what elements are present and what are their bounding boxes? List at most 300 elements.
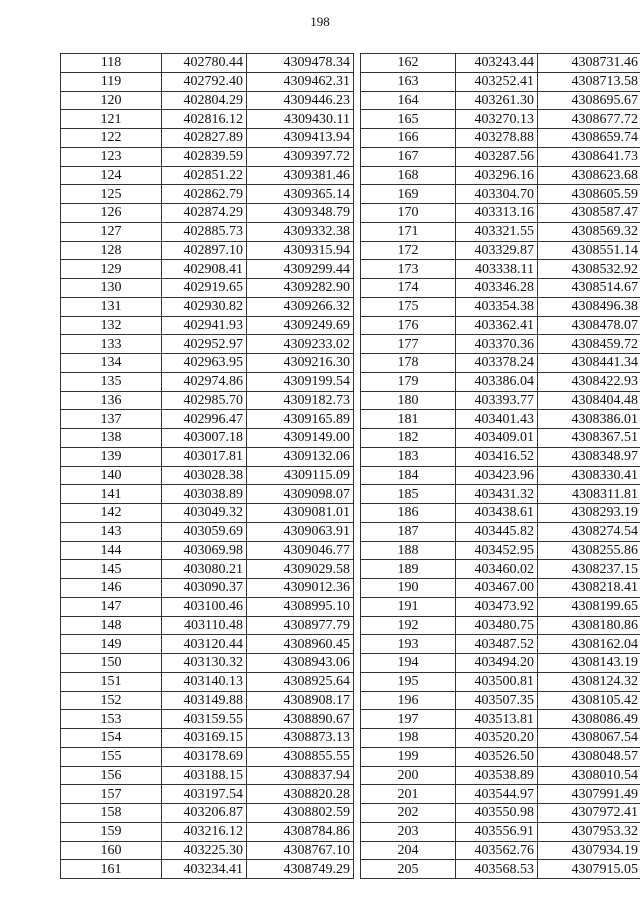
table-row xyxy=(361,335,640,354)
x-coordinate-cell: 402952.97 xyxy=(162,335,247,354)
y-coordinate-cell: 4307953.32 xyxy=(538,822,640,841)
x-coordinate-cell: 403370.36 xyxy=(456,335,538,354)
x-coordinate-cell: 402974.86 xyxy=(162,372,247,391)
y-coordinate-cell: 4309199.54 xyxy=(247,372,354,391)
point-number-cell: 169 xyxy=(361,185,456,204)
x-coordinate-cell: 403287.56 xyxy=(456,147,538,166)
y-coordinate-cell: 4308496.38 xyxy=(538,297,640,316)
point-number-cell: 205 xyxy=(361,860,456,879)
table-row xyxy=(361,860,640,879)
table-row xyxy=(61,485,354,504)
y-coordinate-cell: 4309446.23 xyxy=(247,91,354,110)
x-coordinate-cell: 403500.81 xyxy=(456,672,538,691)
y-coordinate-cell: 4308767.10 xyxy=(247,841,354,860)
table-row xyxy=(61,654,354,673)
table-row xyxy=(61,504,354,523)
page-number: 198 xyxy=(310,14,330,29)
point-number-cell: 149 xyxy=(61,635,162,654)
x-coordinate-cell: 403270.13 xyxy=(456,110,538,129)
table-row xyxy=(61,579,354,598)
x-coordinate-cell: 403520.20 xyxy=(456,729,538,748)
table-row xyxy=(61,354,354,373)
x-coordinate-cell: 403017.81 xyxy=(162,447,247,466)
point-number-cell: 175 xyxy=(361,297,456,316)
y-coordinate-cell: 4308010.54 xyxy=(538,766,640,785)
x-coordinate-cell: 402930.82 xyxy=(162,297,247,316)
point-number-cell: 173 xyxy=(361,260,456,279)
table-row xyxy=(361,672,640,691)
y-coordinate-cell: 4308977.79 xyxy=(247,616,354,635)
x-coordinate-cell: 403550.98 xyxy=(456,804,538,823)
point-number-cell: 192 xyxy=(361,616,456,635)
y-coordinate-cell: 4308943.06 xyxy=(247,654,354,673)
point-number-cell: 172 xyxy=(361,241,456,260)
x-coordinate-cell: 403467.00 xyxy=(456,579,538,598)
point-number-cell: 185 xyxy=(361,485,456,504)
y-coordinate-cell: 4309115.09 xyxy=(247,466,354,485)
x-coordinate-cell: 403100.46 xyxy=(162,597,247,616)
point-number-cell: 124 xyxy=(61,166,162,185)
point-number-cell: 128 xyxy=(61,241,162,260)
y-coordinate-cell: 4308274.54 xyxy=(538,522,640,541)
y-coordinate-cell: 4308404.48 xyxy=(538,391,640,410)
point-number-cell: 133 xyxy=(61,335,162,354)
point-number-cell: 123 xyxy=(61,147,162,166)
table-row xyxy=(361,391,640,410)
table-row xyxy=(61,129,354,148)
x-coordinate-cell: 403090.37 xyxy=(162,579,247,598)
table-row xyxy=(61,691,354,710)
point-number-cell: 196 xyxy=(361,691,456,710)
x-coordinate-cell: 403038.89 xyxy=(162,485,247,504)
point-number-cell: 151 xyxy=(61,672,162,691)
table-row xyxy=(61,279,354,298)
y-coordinate-cell: 4309216.30 xyxy=(247,354,354,373)
point-number-cell: 168 xyxy=(361,166,456,185)
table-row xyxy=(61,785,354,804)
point-number-cell: 127 xyxy=(61,222,162,241)
point-number-cell: 136 xyxy=(61,391,162,410)
y-coordinate-cell: 4308143.19 xyxy=(538,654,640,673)
y-coordinate-cell: 4308532.92 xyxy=(538,260,640,279)
point-number-cell: 197 xyxy=(361,710,456,729)
x-coordinate-cell: 402885.73 xyxy=(162,222,247,241)
table-row xyxy=(361,616,640,635)
y-coordinate-cell: 4309381.46 xyxy=(247,166,354,185)
point-number-cell: 154 xyxy=(61,729,162,748)
point-number-cell: 144 xyxy=(61,541,162,560)
point-number-cell: 202 xyxy=(361,804,456,823)
y-coordinate-cell: 4308587.47 xyxy=(538,204,640,223)
y-coordinate-cell: 4308255.86 xyxy=(538,541,640,560)
point-number-cell: 167 xyxy=(361,147,456,166)
point-number-cell: 119 xyxy=(61,72,162,91)
table-row xyxy=(61,110,354,129)
x-coordinate-cell: 403140.13 xyxy=(162,672,247,691)
x-coordinate-cell: 402963.95 xyxy=(162,354,247,373)
point-number-cell: 125 xyxy=(61,185,162,204)
point-number-cell: 165 xyxy=(361,110,456,129)
x-coordinate-cell: 402996.47 xyxy=(162,410,247,429)
point-number-cell: 140 xyxy=(61,466,162,485)
y-coordinate-cell: 4308086.49 xyxy=(538,710,640,729)
x-coordinate-cell: 402839.59 xyxy=(162,147,247,166)
x-coordinate-cell: 403304.70 xyxy=(456,185,538,204)
x-coordinate-cell: 403130.32 xyxy=(162,654,247,673)
y-coordinate-cell: 4308569.32 xyxy=(538,222,640,241)
point-number-cell: 131 xyxy=(61,297,162,316)
point-number-cell: 174 xyxy=(361,279,456,298)
point-number-cell: 132 xyxy=(61,316,162,335)
y-coordinate-cell: 4308731.46 xyxy=(538,54,640,73)
y-coordinate-cell: 4309282.90 xyxy=(247,279,354,298)
x-coordinate-cell: 403329.87 xyxy=(456,241,538,260)
table-row xyxy=(61,804,354,823)
point-number-cell: 130 xyxy=(61,279,162,298)
x-coordinate-cell: 403110.48 xyxy=(162,616,247,635)
table-row xyxy=(61,372,354,391)
x-coordinate-cell: 403393.77 xyxy=(456,391,538,410)
table-row xyxy=(61,260,354,279)
point-number-cell: 184 xyxy=(361,466,456,485)
y-coordinate-cell: 4308293.19 xyxy=(538,504,640,523)
y-coordinate-cell: 4308551.14 xyxy=(538,241,640,260)
y-coordinate-cell: 4308873.13 xyxy=(247,729,354,748)
x-coordinate-cell: 403243.44 xyxy=(456,54,538,73)
x-coordinate-cell: 403480.75 xyxy=(456,616,538,635)
y-coordinate-cell: 4309332.38 xyxy=(247,222,354,241)
y-coordinate-cell: 4309046.77 xyxy=(247,541,354,560)
x-coordinate-cell: 403562.76 xyxy=(456,841,538,860)
point-number-cell: 182 xyxy=(361,429,456,448)
table-row xyxy=(361,579,640,598)
table-row xyxy=(61,222,354,241)
x-coordinate-cell: 403507.35 xyxy=(456,691,538,710)
table-row xyxy=(61,560,354,579)
table-row xyxy=(61,147,354,166)
x-coordinate-cell: 403120.44 xyxy=(162,635,247,654)
table-row xyxy=(361,522,640,541)
table-row xyxy=(361,110,640,129)
table-row xyxy=(361,766,640,785)
x-coordinate-cell: 402827.89 xyxy=(162,129,247,148)
point-number-cell: 153 xyxy=(61,710,162,729)
y-coordinate-cell: 4308784.86 xyxy=(247,822,354,841)
table-row xyxy=(361,466,640,485)
table-row xyxy=(361,54,640,73)
x-coordinate-cell: 403296.16 xyxy=(456,166,538,185)
point-number-cell: 170 xyxy=(361,204,456,223)
table-row xyxy=(361,279,640,298)
y-coordinate-cell: 4309249.69 xyxy=(247,316,354,335)
point-number-cell: 176 xyxy=(361,316,456,335)
y-coordinate-cell: 4308890.67 xyxy=(247,710,354,729)
point-number-cell: 146 xyxy=(61,579,162,598)
table-row xyxy=(361,354,640,373)
table-row xyxy=(361,654,640,673)
y-coordinate-cell: 4308659.74 xyxy=(538,129,640,148)
x-coordinate-cell: 403556.91 xyxy=(456,822,538,841)
point-number-cell: 171 xyxy=(361,222,456,241)
x-coordinate-cell: 403526.50 xyxy=(456,747,538,766)
point-number-cell: 178 xyxy=(361,354,456,373)
table-row xyxy=(361,241,640,260)
x-coordinate-cell: 402941.93 xyxy=(162,316,247,335)
point-number-cell: 143 xyxy=(61,522,162,541)
y-coordinate-cell: 4309430.11 xyxy=(247,110,354,129)
point-number-cell: 180 xyxy=(361,391,456,410)
table-row xyxy=(361,560,640,579)
table-row xyxy=(361,485,640,504)
y-coordinate-cell: 4308459.72 xyxy=(538,335,640,354)
x-coordinate-cell: 403401.43 xyxy=(456,410,538,429)
point-number-cell: 164 xyxy=(361,91,456,110)
y-coordinate-cell: 4308162.04 xyxy=(538,635,640,654)
point-number-cell: 204 xyxy=(361,841,456,860)
x-coordinate-cell: 402985.70 xyxy=(162,391,247,410)
y-coordinate-cell: 4308180.86 xyxy=(538,616,640,635)
x-coordinate-cell: 403080.21 xyxy=(162,560,247,579)
table-row xyxy=(361,222,640,241)
x-coordinate-cell: 402862.79 xyxy=(162,185,247,204)
table-row xyxy=(61,466,354,485)
y-coordinate-cell: 4308199.65 xyxy=(538,597,640,616)
point-number-cell: 152 xyxy=(61,691,162,710)
y-coordinate-cell: 4308925.64 xyxy=(247,672,354,691)
point-number-cell: 134 xyxy=(61,354,162,373)
y-coordinate-cell: 4308386.01 xyxy=(538,410,640,429)
table-row xyxy=(61,447,354,466)
y-coordinate-cell: 4308623.68 xyxy=(538,166,640,185)
table-row xyxy=(361,785,640,804)
table-row xyxy=(61,597,354,616)
y-coordinate-cell: 4309098.07 xyxy=(247,485,354,504)
point-number-cell: 138 xyxy=(61,429,162,448)
y-coordinate-cell: 4309165.89 xyxy=(247,410,354,429)
y-coordinate-cell: 4309348.79 xyxy=(247,204,354,223)
table-row xyxy=(61,429,354,448)
table-row xyxy=(61,316,354,335)
point-number-cell: 198 xyxy=(361,729,456,748)
y-coordinate-cell: 4309029.58 xyxy=(247,560,354,579)
point-number-cell: 160 xyxy=(61,841,162,860)
table-row xyxy=(361,541,640,560)
point-number-cell: 120 xyxy=(61,91,162,110)
y-coordinate-cell: 4309299.44 xyxy=(247,260,354,279)
y-coordinate-cell: 4308441.34 xyxy=(538,354,640,373)
x-coordinate-cell: 402804.29 xyxy=(162,91,247,110)
y-coordinate-cell: 4308641.73 xyxy=(538,147,640,166)
x-coordinate-cell: 403409.01 xyxy=(456,429,538,448)
y-coordinate-cell: 4307972.41 xyxy=(538,804,640,823)
table-row xyxy=(361,72,640,91)
x-coordinate-cell: 402816.12 xyxy=(162,110,247,129)
x-coordinate-cell: 403338.11 xyxy=(456,260,538,279)
table-row xyxy=(361,691,640,710)
table-row xyxy=(361,804,640,823)
x-coordinate-cell: 403487.52 xyxy=(456,635,538,654)
point-number-cell: 166 xyxy=(361,129,456,148)
point-number-cell: 200 xyxy=(361,766,456,785)
point-number-cell: 122 xyxy=(61,129,162,148)
y-coordinate-cell: 4309315.94 xyxy=(247,241,354,260)
table-row xyxy=(361,429,640,448)
table-row xyxy=(61,241,354,260)
table-row xyxy=(61,635,354,654)
point-number-cell: 126 xyxy=(61,204,162,223)
table-row xyxy=(361,597,640,616)
x-coordinate-cell: 402919.65 xyxy=(162,279,247,298)
table-row xyxy=(361,316,640,335)
table-row xyxy=(361,129,640,148)
x-coordinate-cell: 403169.15 xyxy=(162,729,247,748)
y-coordinate-cell: 4308802.59 xyxy=(247,804,354,823)
table-row xyxy=(61,297,354,316)
table-row xyxy=(361,91,640,110)
point-number-cell: 157 xyxy=(61,785,162,804)
point-number-cell: 203 xyxy=(361,822,456,841)
point-number-cell: 193 xyxy=(361,635,456,654)
point-number-cell: 142 xyxy=(61,504,162,523)
y-coordinate-cell: 4309132.06 xyxy=(247,447,354,466)
x-coordinate-cell: 403494.20 xyxy=(456,654,538,673)
point-number-cell: 158 xyxy=(61,804,162,823)
table-row xyxy=(361,185,640,204)
x-coordinate-cell: 403225.30 xyxy=(162,841,247,860)
table-row xyxy=(61,747,354,766)
point-number-cell: 161 xyxy=(61,860,162,879)
x-coordinate-cell: 403059.69 xyxy=(162,522,247,541)
y-coordinate-cell: 4308820.28 xyxy=(247,785,354,804)
coordinates-table-right xyxy=(360,53,640,879)
x-coordinate-cell: 403321.55 xyxy=(456,222,538,241)
y-coordinate-cell: 4309081.01 xyxy=(247,504,354,523)
point-number-cell: 199 xyxy=(361,747,456,766)
x-coordinate-cell: 402851.22 xyxy=(162,166,247,185)
x-coordinate-cell: 403007.18 xyxy=(162,429,247,448)
y-coordinate-cell: 4308855.55 xyxy=(247,747,354,766)
x-coordinate-cell: 403438.61 xyxy=(456,504,538,523)
table-row xyxy=(361,747,640,766)
y-coordinate-cell: 4309063.91 xyxy=(247,522,354,541)
point-number-cell: 201 xyxy=(361,785,456,804)
table-row xyxy=(361,410,640,429)
x-coordinate-cell: 403069.98 xyxy=(162,541,247,560)
table-row xyxy=(61,522,354,541)
y-coordinate-cell: 4309462.31 xyxy=(247,72,354,91)
y-coordinate-cell: 4308478.07 xyxy=(538,316,640,335)
table-row xyxy=(61,72,354,91)
y-coordinate-cell: 4308124.32 xyxy=(538,672,640,691)
x-coordinate-cell: 403452.95 xyxy=(456,541,538,560)
point-number-cell: 186 xyxy=(361,504,456,523)
x-coordinate-cell: 403378.24 xyxy=(456,354,538,373)
x-coordinate-cell: 403197.54 xyxy=(162,785,247,804)
table-row xyxy=(61,766,354,785)
table-row xyxy=(61,335,354,354)
y-coordinate-cell: 4308713.58 xyxy=(538,72,640,91)
y-coordinate-cell: 4308677.72 xyxy=(538,110,640,129)
table-row xyxy=(61,541,354,560)
table-row xyxy=(61,822,354,841)
table-row xyxy=(61,841,354,860)
point-number-cell: 137 xyxy=(61,410,162,429)
y-coordinate-cell: 4308837.94 xyxy=(247,766,354,785)
table-row xyxy=(361,297,640,316)
x-coordinate-cell: 403460.02 xyxy=(456,560,538,579)
x-coordinate-cell: 403544.97 xyxy=(456,785,538,804)
table-row xyxy=(361,447,640,466)
table-row xyxy=(61,860,354,879)
y-coordinate-cell: 4308749.29 xyxy=(247,860,354,879)
point-number-cell: 141 xyxy=(61,485,162,504)
y-coordinate-cell: 4308605.59 xyxy=(538,185,640,204)
y-coordinate-cell: 4309365.14 xyxy=(247,185,354,204)
y-coordinate-cell: 4309413.94 xyxy=(247,129,354,148)
table-row xyxy=(61,204,354,223)
table-row xyxy=(361,166,640,185)
y-coordinate-cell: 4309233.02 xyxy=(247,335,354,354)
y-coordinate-cell: 4308995.10 xyxy=(247,597,354,616)
x-coordinate-cell: 403028.38 xyxy=(162,466,247,485)
point-number-cell: 139 xyxy=(61,447,162,466)
x-coordinate-cell: 403216.12 xyxy=(162,822,247,841)
x-coordinate-cell: 402780.44 xyxy=(162,54,247,73)
table-row xyxy=(361,260,640,279)
y-coordinate-cell: 4308048.57 xyxy=(538,747,640,766)
point-number-cell: 147 xyxy=(61,597,162,616)
table-row xyxy=(361,147,640,166)
point-number-cell: 148 xyxy=(61,616,162,635)
table-row xyxy=(361,822,640,841)
x-coordinate-cell: 403568.53 xyxy=(456,860,538,879)
point-number-cell: 179 xyxy=(361,372,456,391)
x-coordinate-cell: 403513.81 xyxy=(456,710,538,729)
table-row xyxy=(361,635,640,654)
point-number-cell: 189 xyxy=(361,560,456,579)
x-coordinate-cell: 403188.15 xyxy=(162,766,247,785)
x-coordinate-cell: 403423.96 xyxy=(456,466,538,485)
table-row xyxy=(61,391,354,410)
x-coordinate-cell: 403431.32 xyxy=(456,485,538,504)
y-coordinate-cell: 4308330.41 xyxy=(538,466,640,485)
y-coordinate-cell: 4308105.42 xyxy=(538,691,640,710)
x-coordinate-cell: 403252.41 xyxy=(456,72,538,91)
x-coordinate-cell: 403049.32 xyxy=(162,504,247,523)
y-coordinate-cell: 4309266.32 xyxy=(247,297,354,316)
y-coordinate-cell: 4309012.36 xyxy=(247,579,354,598)
x-coordinate-cell: 402897.10 xyxy=(162,241,247,260)
table-row xyxy=(361,841,640,860)
x-coordinate-cell: 403149.88 xyxy=(162,691,247,710)
y-coordinate-cell: 4308960.45 xyxy=(247,635,354,654)
y-coordinate-cell: 4308367.51 xyxy=(538,429,640,448)
table-row xyxy=(61,54,354,73)
table-row xyxy=(361,504,640,523)
point-number-cell: 118 xyxy=(61,54,162,73)
x-coordinate-cell: 403538.89 xyxy=(456,766,538,785)
x-coordinate-cell: 403346.28 xyxy=(456,279,538,298)
table-row xyxy=(61,710,354,729)
point-number-cell: 187 xyxy=(361,522,456,541)
y-coordinate-cell: 4309182.73 xyxy=(247,391,354,410)
table-row xyxy=(61,672,354,691)
point-number-cell: 190 xyxy=(361,579,456,598)
y-coordinate-cell: 4309478.34 xyxy=(247,54,354,73)
y-coordinate-cell: 4308067.54 xyxy=(538,729,640,748)
point-number-cell: 194 xyxy=(361,654,456,673)
y-coordinate-cell: 4309149.00 xyxy=(247,429,354,448)
